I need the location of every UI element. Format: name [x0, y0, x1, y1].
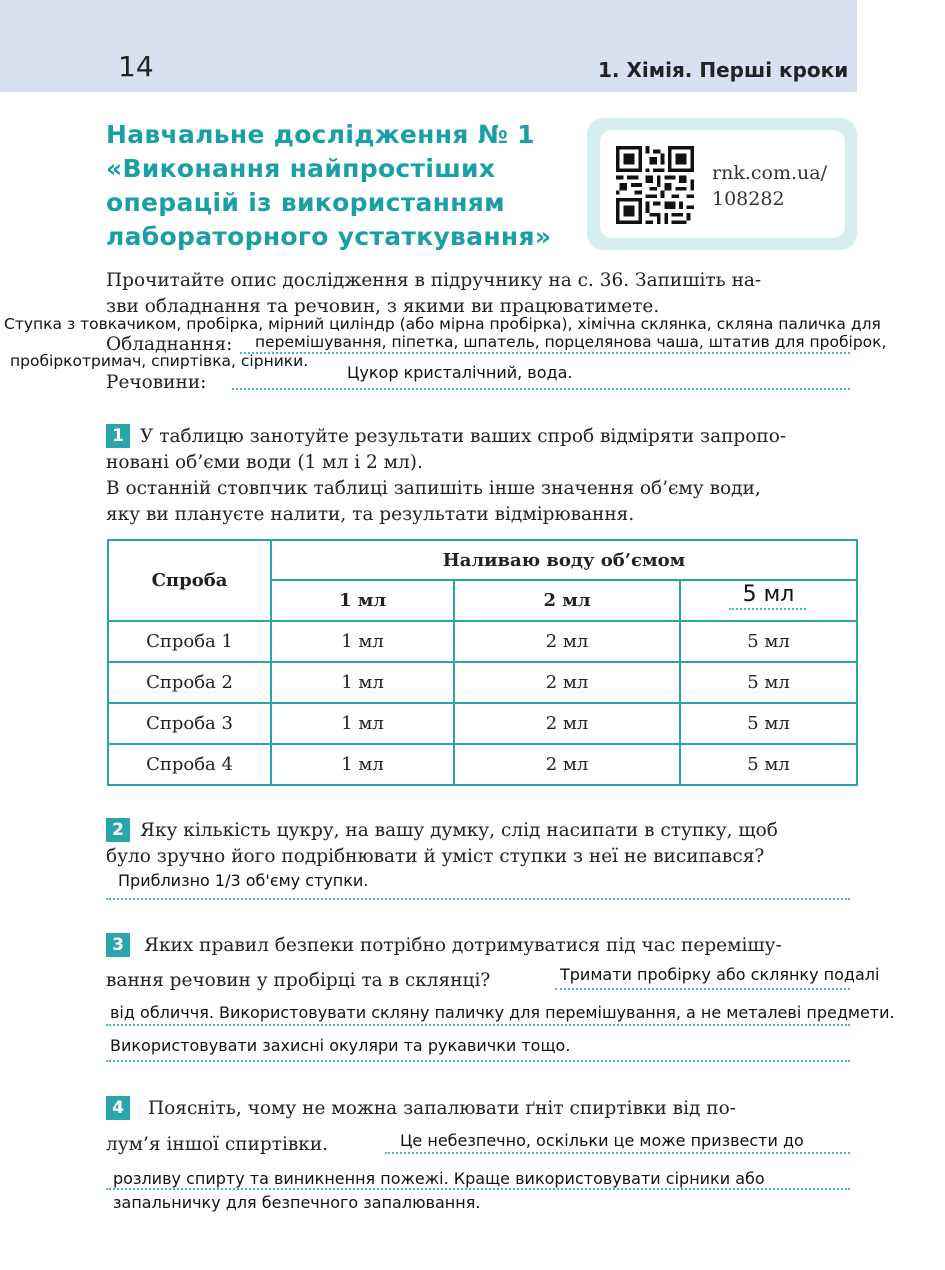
- qr-link[interactable]: [712, 160, 827, 212]
- task3-answer: Використовувати захисні окуляри та рукавички тощо.: [110, 1036, 571, 1055]
- cell-value[interactable]: 2 мл: [454, 703, 680, 744]
- cell-value[interactable]: 1 мл: [271, 662, 454, 703]
- header-col-1ml: 1 мл: [271, 580, 454, 621]
- task4-answer: розливу спирту та виникнення пожежі. Краще використовувати сірники або: [113, 1169, 765, 1188]
- cell-value[interactable]: 2 мл: [454, 662, 680, 703]
- title-line: операцій із використанням: [106, 188, 505, 217]
- header-col-2ml: 2 мл: [454, 580, 680, 621]
- task-number-badge: 2: [106, 818, 130, 842]
- table-row: [108, 662, 857, 703]
- results-table: [107, 539, 858, 786]
- task1-line: У таблицю занотуйте результати ваших спроб відміряти запропо-: [140, 426, 787, 447]
- table-row: [108, 621, 857, 662]
- answer-line: [555, 988, 850, 990]
- equipment-label: Обладнання:: [106, 334, 233, 355]
- task4-answer: запальничку для безпечного запалювання.: [113, 1193, 481, 1212]
- row-label: Спроба 3: [108, 703, 271, 744]
- substances-answer: Цукор кристалічний, вода.: [347, 363, 573, 382]
- cell-value[interactable]: 2 мл: [454, 621, 680, 662]
- intro-line: зви обладнання та речовин, з якими ви працюватимете.: [106, 296, 660, 317]
- answer-line: [729, 608, 806, 610]
- task4-line: Поясніть, чому не можна запалювати ґніт спиртівки від по-: [148, 1098, 736, 1119]
- page-title: [106, 118, 586, 254]
- table-row: [108, 703, 857, 744]
- header-col-custom[interactable]: [680, 580, 857, 621]
- task2-answer: Приблизно 1/3 об'єму ступки.: [118, 871, 369, 890]
- task2-line: Яку кількість цукру, на вашу думку, слід насипати в ступку, щоб: [140, 820, 778, 841]
- page-number: 14: [118, 50, 154, 83]
- task-number-badge: 4: [106, 1096, 130, 1120]
- qr-link-line: 108282: [712, 188, 785, 210]
- task2-line: було зручно його подрібнювати й уміст ступки з неї не висипався?: [106, 846, 765, 867]
- task-number-badge: 3: [106, 933, 130, 957]
- custom-volume-value: 5 мл: [742, 582, 795, 607]
- task3-answer: Тримати пробірку або склянку подалі: [560, 965, 880, 984]
- cell-value[interactable]: 5 мл: [680, 621, 857, 662]
- task3-line: Яких правил безпеки потрібно дотримуватися під час перемішу-: [144, 935, 782, 956]
- row-label: Спроба 4: [108, 744, 271, 785]
- task4-line: лум’я іншої спиртівки.: [106, 1134, 329, 1155]
- cell-value[interactable]: 1 мл: [271, 703, 454, 744]
- intro-line: Прочитайте опис дослідження в підручнику на с. 36. Запишіть на-: [106, 270, 762, 291]
- cell-value[interactable]: 1 мл: [271, 621, 454, 662]
- table-row: [108, 744, 857, 785]
- equipment-answer: пробіркотримач, спиртівка, сірники.: [10, 352, 309, 370]
- answer-line: [232, 388, 850, 390]
- qr-link-line: rnk.com.ua/: [712, 162, 827, 184]
- chapter-title: 1. Хімія. Перші кроки: [598, 58, 849, 82]
- answer-line: [106, 1060, 850, 1062]
- task1-line: яку ви плануєте налити, та результати відмірювання.: [106, 504, 635, 525]
- answer-line: [385, 1152, 850, 1154]
- header-volume: Наливаю воду об’ємом: [271, 540, 857, 580]
- answer-line: [106, 1024, 850, 1026]
- row-label: Спроба 2: [108, 662, 271, 703]
- task1-line: новані об’єми води (1 мл і 2 мл).: [106, 452, 423, 473]
- title-line: Навчальне дослідження № 1: [106, 120, 535, 149]
- task3-line: вання речовин у пробірці та в склянці?: [106, 970, 491, 991]
- cell-value[interactable]: 2 мл: [454, 744, 680, 785]
- answer-line: [240, 352, 850, 354]
- equipment-answer: перемішування, піпетка, шпатель, порцелянова чаша, штатив для пробірок,: [255, 333, 887, 351]
- qr-code-icon[interactable]: [616, 146, 694, 224]
- equipment-answer: Ступка з товкачиком, пробірка, мірний циліндр (або мірна пробірка), хімічна склянка, скляна паличка для: [4, 315, 881, 333]
- cell-value[interactable]: 5 мл: [680, 744, 857, 785]
- cell-value[interactable]: 5 мл: [680, 703, 857, 744]
- row-label: Спроба 1: [108, 621, 271, 662]
- header-attempt: Спроба: [108, 540, 271, 621]
- cell-value[interactable]: 1 мл: [271, 744, 454, 785]
- cell-value[interactable]: 5 мл: [680, 662, 857, 703]
- answer-line: [106, 898, 850, 900]
- task-number-badge: 1: [106, 424, 130, 448]
- substances-label: Речовини:: [106, 372, 207, 393]
- task3-answer: від обличчя. Використовувати скляну паличку для перемішування, а не металеві предмети.: [110, 1003, 895, 1022]
- title-line: «Виконання найпростіших: [106, 154, 496, 183]
- answer-line: [106, 1188, 850, 1190]
- task1-line: В останній стовпчик таблиці запишіть інше значення об’єму води,: [106, 478, 761, 499]
- task4-answer: Це небезпечно, оскільки це може призвести до: [400, 1131, 804, 1150]
- title-line: лабораторного устаткування»: [106, 222, 552, 251]
